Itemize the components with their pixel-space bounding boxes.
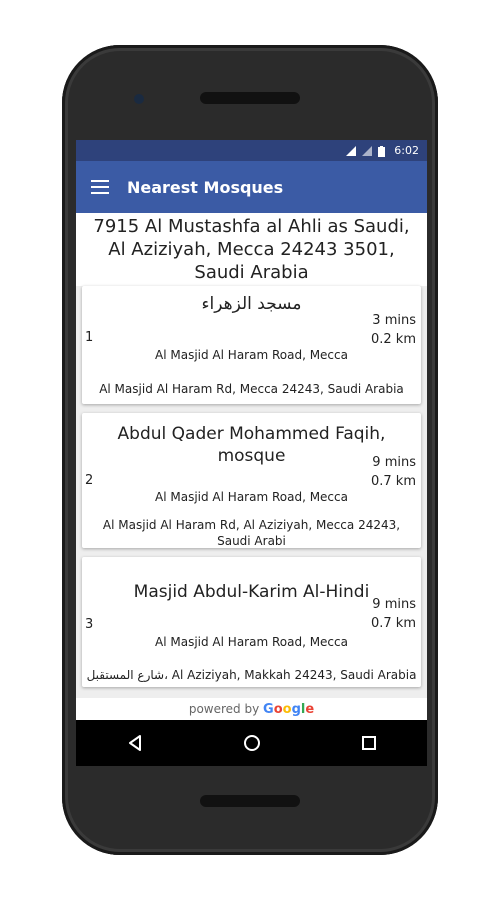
- mosque-name: Abdul Qader Mohammed Faqih, mosque: [117, 424, 386, 466]
- earpiece-speaker: [200, 92, 300, 104]
- front-camera: [134, 94, 144, 104]
- page-title: Nearest Mosques: [127, 177, 284, 197]
- mosque-card[interactable]: [82, 286, 421, 404]
- mosque-name: Masjid Abdul-Karim Al-Hindi: [133, 582, 370, 602]
- powered-by-google: [76, 698, 427, 720]
- mosque-road: Al Masjid Al Haram Road, Mecca: [155, 635, 348, 649]
- mosque-travel-info: [371, 595, 416, 633]
- mosque-index: 1: [85, 330, 94, 345]
- powered-by-label: powered by: [188, 702, 260, 716]
- current-location-address: 7915 Al Mustashfa al Ahli as Saudi, Al Aziziyah, Mecca 24243 3501, Saudi Arabia: [76, 213, 427, 286]
- mosque-travel-info: [371, 453, 416, 491]
- google-logo: Google: [263, 702, 315, 717]
- mosque-card[interactable]: [82, 413, 421, 548]
- mosque-list: [76, 286, 427, 687]
- battery-icon: [378, 146, 388, 156]
- mosque-address: Al Masjid Al Haram Rd, Al Aziziyah, Mecca 24243, Saudi Arabi: [102, 518, 401, 548]
- distance: 0.2 km: [371, 332, 416, 347]
- signal-icon: [362, 146, 372, 156]
- mosque-road: Al Masjid Al Haram Road, Mecca: [155, 348, 348, 362]
- status-bar: [76, 140, 427, 161]
- mosque-card[interactable]: [82, 557, 421, 687]
- mosque-address: Al Masjid Al Haram Rd, Mecca 24243, Saudi Arabia: [99, 382, 404, 396]
- mosque-index: 2: [85, 473, 94, 488]
- back-icon[interactable]: [115, 723, 155, 763]
- recent-apps-icon[interactable]: [349, 723, 389, 763]
- home-icon[interactable]: [232, 723, 272, 763]
- bottom-speaker: [200, 795, 300, 807]
- mosque-address: شارع المستقبل، Al Aziziyah, Makkah 24243, Saudi Arabia: [86, 668, 417, 682]
- mosque-road: Al Masjid Al Haram Road, Mecca: [155, 490, 348, 504]
- wifi-icon: [346, 146, 356, 156]
- app-bar: [76, 161, 427, 213]
- navigation-bar: [76, 720, 427, 766]
- hamburger-menu-icon[interactable]: [76, 161, 124, 213]
- distance: 0.7 km: [371, 474, 416, 489]
- travel-time: 3 mins: [372, 313, 416, 328]
- distance: 0.7 km: [371, 616, 416, 631]
- mosque-index: 3: [85, 617, 94, 632]
- screen: [76, 140, 427, 766]
- travel-time: 9 mins: [372, 455, 416, 470]
- travel-time: 9 mins: [372, 597, 416, 612]
- mosque-name: مسجد الزهراء: [201, 294, 302, 314]
- mosque-travel-info: [371, 311, 416, 349]
- clock: 6:02: [394, 144, 419, 157]
